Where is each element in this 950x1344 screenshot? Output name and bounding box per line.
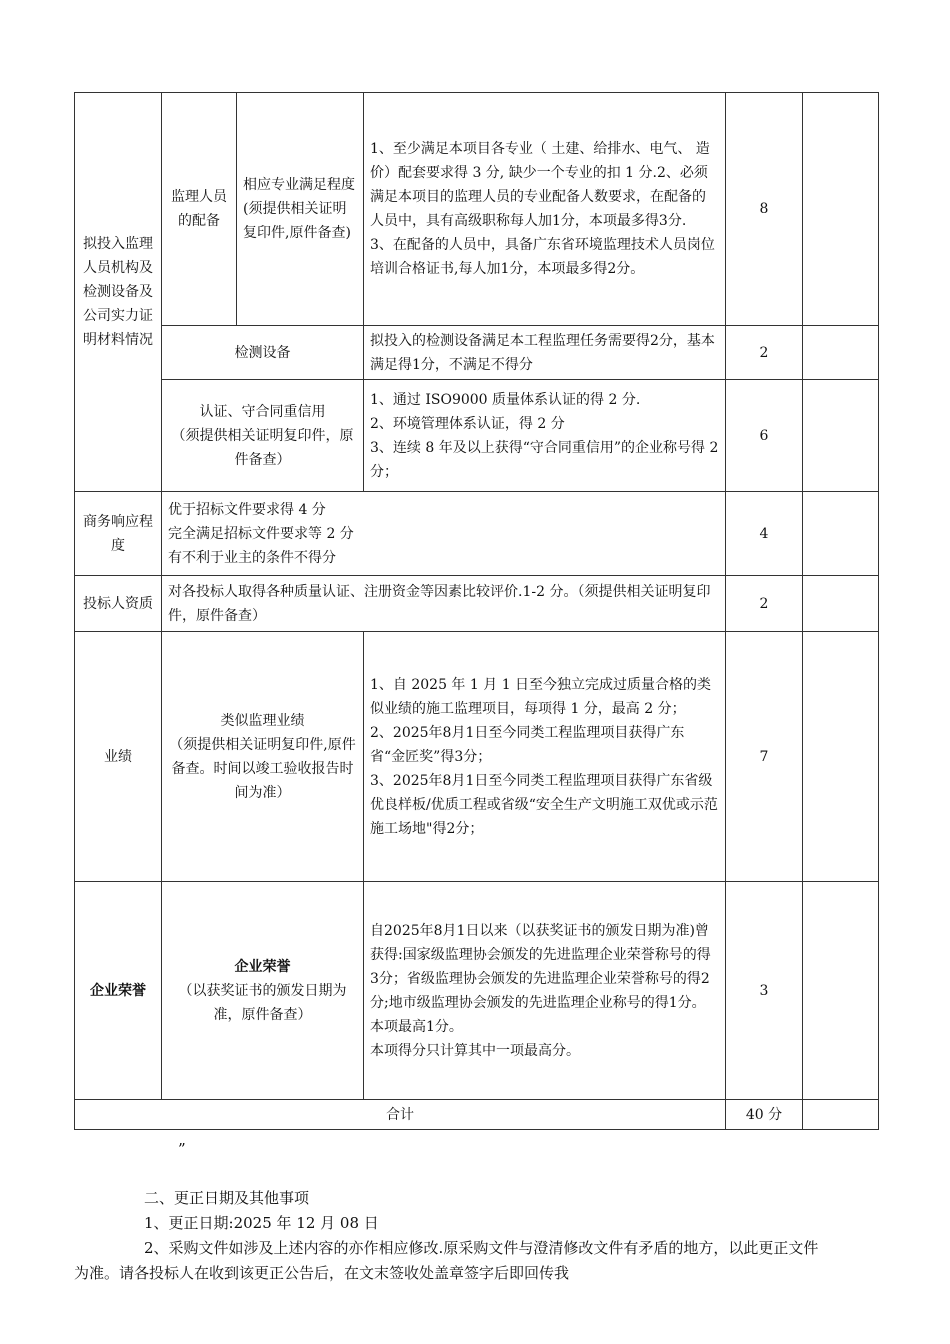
score-cell: 8 — [726, 93, 803, 326]
scoring-table — [74, 92, 879, 1130]
criteria-line: 自2025年8月1日以来（以获奖证书的颁发日期为准)曾获得:国家级监理协会颁发的先进监理企业荣誉称号的得3分；省级监理协会颁发的先进监理企业荣誉称号的得2分;地市级监理协会颁发的先进监理企业称号的得1分。本项最高1分。 — [370, 922, 711, 1035]
note-item: 1、更正日期:2025 年 12 月 08 日 — [144, 1214, 379, 1232]
item-cell: 检测设备 — [162, 326, 364, 380]
blank-cell — [803, 326, 879, 380]
criteria-line: 3、2025年8月1日至今同类工程监理项目获得广东省级优良样板/优质工程或省级“安全生产文明施工双优或示范施工场地"得2分； — [370, 772, 718, 837]
blank-cell — [803, 380, 879, 492]
blank-cell — [803, 576, 879, 632]
notes-section — [74, 1186, 824, 1286]
table-row — [75, 632, 879, 882]
score-cell: 4 — [726, 492, 803, 576]
item-cell — [162, 632, 364, 882]
criteria-line: 2、2025年8月1日至今同类工程监理项目获得广东省“金匠奖”得3分； — [370, 724, 685, 765]
total-score: 40 分 — [726, 1100, 803, 1130]
note-item — [74, 1236, 824, 1286]
criteria-line: 1、自 2025 年 1 月 1 日至今独立完成过质量合格的类似业绩的施工监理项目，每项得 1 分，最高 2 分； — [370, 676, 712, 717]
score-cell: 2 — [726, 326, 803, 380]
blank-cell — [803, 882, 879, 1100]
blank-cell — [803, 492, 879, 576]
criteria-cell — [364, 882, 726, 1100]
item-cell: 相应专业满足程度(须提供相关证明复印件,原件备查) — [237, 93, 364, 326]
criteria-line: 2、环境管理体系认证，得 2 分 — [370, 415, 565, 432]
category-cell: 拟投入监理人员机构及检测设备及公司实力证明材料情况 — [75, 93, 162, 492]
criteria-cell: 拟投入的检测设备满足本工程监理任务需要得2分，基本满足得1分，不满足不得分 — [364, 326, 726, 380]
table-row — [75, 326, 879, 380]
item-note: （须提供相关证明复印件，原件备查） — [171, 427, 354, 468]
table-row — [75, 576, 879, 632]
criteria-cell — [364, 380, 726, 492]
criteria-cell: 对各投标人取得各种质量认证、注册资金等因素比较评价.1-2 分。（须提供相关证明复印件，原件备查） — [162, 576, 726, 632]
criteria-cell — [162, 492, 726, 576]
item-note: （以获奖证书的颁发日期为准，原件备查） — [178, 982, 347, 1023]
blank-cell — [803, 632, 879, 882]
criteria-line: 本项得分只计算其中一项最高分。 — [370, 1042, 580, 1059]
score-cell: 7 — [726, 632, 803, 882]
category-cell: 商务响应程度 — [75, 492, 162, 576]
criteria-cell — [364, 93, 726, 326]
criteria-line: 完全满足招标文件要求等 2 分 — [168, 525, 354, 542]
total-label: 合计 — [75, 1100, 726, 1130]
closing-quote: ” — [178, 1140, 186, 1158]
table-row — [75, 882, 879, 1100]
table-row — [75, 93, 879, 326]
section-heading: 二、更正日期及其他事项 — [144, 1189, 310, 1207]
blank-cell — [803, 1100, 879, 1130]
score-cell: 6 — [726, 380, 803, 492]
subcategory-cell: 监理人员的配备 — [162, 93, 237, 326]
score-cell: 2 — [726, 576, 803, 632]
table-row — [75, 492, 879, 576]
item-title: 企业荣誉 — [234, 958, 291, 975]
criteria-line: 3、连续 8 年及以上获得“守合同重信用”的企业称号得 2 分； — [370, 439, 719, 480]
criteria-line: 有不利于业主的条件不得分 — [168, 549, 336, 566]
item-title: 认证、守合同重信用 — [199, 403, 326, 420]
blank-cell — [803, 93, 879, 326]
category-cell: 企业荣誉 — [75, 882, 162, 1100]
criteria-cell — [364, 632, 726, 882]
score-cell: 3 — [726, 882, 803, 1100]
criteria-line: 3、在配备的人员中，具备广东省环境监理技术人员岗位培训合格证书,每人加1分，本项最多得2分。 — [370, 237, 715, 277]
table-row — [75, 380, 879, 492]
note-text: 2、采购文件如涉及上述内容的亦作相应修改.原采购文件与澄清修改文件有矛盾的地方，以此更正文件为准。请各投标人在收到该更正公告后，在文末签收处盖章签字后即回传我 — [74, 1239, 819, 1282]
criteria-line: 1、至少满足本项目各专业（ 土建、给排水、电气、 造价）配套要求得 3 分, 缺少一个专业的扣 1 分.2、必须满足本项目的监理人员的专业配备人数要求，在配备的人员中，具有高级职称每人加1分，本项最多得3分. — [370, 141, 710, 229]
item-title: 类似监理业绩 — [220, 712, 305, 729]
criteria-line: 1、通过 ISO9000 质量体系认证的得 2 分. — [370, 391, 641, 408]
item-cell — [162, 380, 364, 492]
category-cell: 业绩 — [75, 632, 162, 882]
criteria-line: 优于招标文件要求得 4 分 — [168, 501, 326, 518]
item-note: （须提供相关证明复印件,原件备查。时间以竣工验收报告时间为准） — [169, 736, 356, 801]
total-row — [75, 1100, 879, 1130]
item-cell — [162, 882, 364, 1100]
category-cell: 投标人资质 — [75, 576, 162, 632]
